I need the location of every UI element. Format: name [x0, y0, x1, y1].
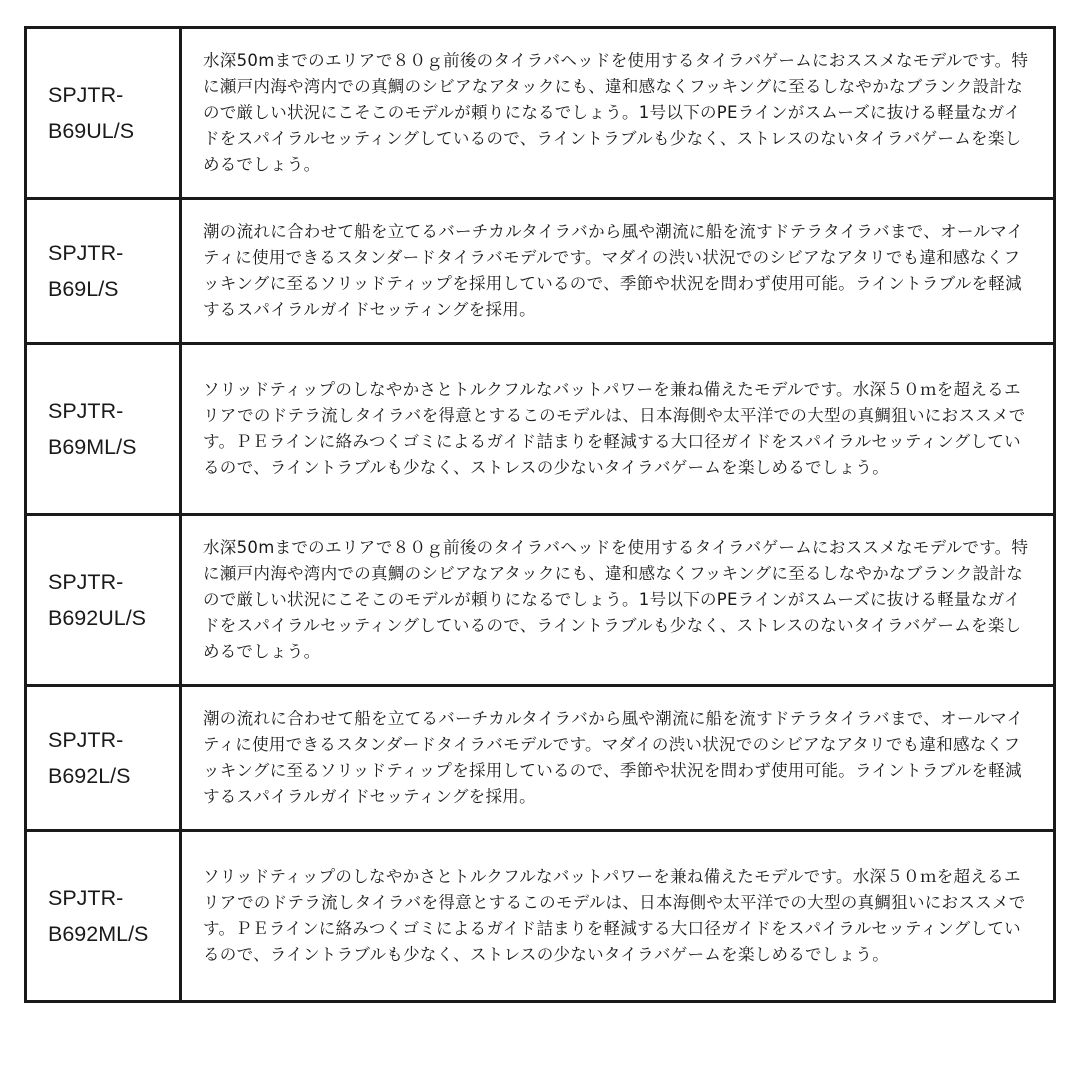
model-description: 水深50mまでのエリアで８０ｇ前後のタイラバヘッドを使用するタイラバゲームにおススメなモデルです。特に瀬戸内海や湾内での真鯛のシビアなアタックにも、違和感なくフッキングに至るしなやかなブランク設計なので厳しい状況にこそこのモデルが頼りになるでしょう。1号以下のPEラインがスムーズに抜ける軽量なガイドをスパイラルセッティングしているので、ライントラブルも少なく、ストレスのないタイラバゲームを楽しめるでしょう。	[181, 515, 1055, 686]
model-name-line2: B692UL/S	[48, 606, 147, 630]
table-row	[26, 344, 1055, 515]
model-name-line1: SPJTR-	[48, 570, 124, 594]
model-name-cell	[26, 831, 181, 1002]
table-row	[26, 831, 1055, 1002]
product-spec-table	[24, 26, 1056, 1003]
model-name-line2: B69L/S	[48, 277, 119, 301]
table-row	[26, 199, 1055, 344]
model-name-cell	[26, 686, 181, 831]
table-row	[26, 515, 1055, 686]
model-name-cell	[26, 28, 181, 199]
table-row	[26, 686, 1055, 831]
model-description: ソリッドティップのしなやかさとトルクフルなバットパワーを兼ね備えたモデルです。水深５０ｍを超えるエリアでのドテラ流しタイラバを得意とするこのモデルは、日本海側や太平洋での大型の真鯛狙いにおススメです。ＰＥラインに絡みつくゴミによるガイド詰まりを軽減する大口径ガイドをスパイラルセッティングしているので、ライントラブルも少なく、ストレスの少ないタイラバゲームを楽しめるでしょう。	[181, 344, 1055, 515]
model-name-line2: B69UL/S	[48, 119, 135, 143]
model-name-cell	[26, 515, 181, 686]
model-name-line2: B69ML/S	[48, 435, 137, 459]
model-description: 水深50mまでのエリアで８０ｇ前後のタイラバヘッドを使用するタイラバゲームにおススメなモデルです。特に瀬戸内海や湾内での真鯛のシビアなアタックにも、違和感なくフッキングに至るしなやかなブランク設計なので厳しい状況にこそこのモデルが頼りになるでしょう。1号以下のPEラインがスムーズに抜ける軽量なガイドをスパイラルセッティングしているので、ライントラブルも少なく、ストレスのないタイラバゲームを楽しめるでしょう。	[181, 28, 1055, 199]
model-name-line1: SPJTR-	[48, 241, 124, 265]
model-name-cell	[26, 344, 181, 515]
model-name-line2: B692ML/S	[48, 922, 149, 946]
model-name-line1: SPJTR-	[48, 886, 124, 910]
model-description: 潮の流れに合わせて船を立てるバーチカルタイラバから風や潮流に船を流すドテラタイラバまで、オールマイティに使用できるスタンダードタイラバモデルです。マダイの渋い状況でのシビアなアタリでも違和感なくフッキングに至るソリッドティップを採用しているので、季節や状況を問わず使用可能。ライントラブルを軽減するスパイラルガイドセッティングを採用。	[181, 686, 1055, 831]
table-row	[26, 28, 1055, 199]
model-name-line2: B692L/S	[48, 764, 131, 788]
model-description: ソリッドティップのしなやかさとトルクフルなバットパワーを兼ね備えたモデルです。水深５０ｍを超えるエリアでのドテラ流しタイラバを得意とするこのモデルは、日本海側や太平洋での大型の真鯛狙いにおススメです。ＰＥラインに絡みつくゴミによるガイド詰まりを軽減する大口径ガイドをスパイラルセッティングしているので、ライントラブルも少なく、ストレスの少ないタイラバゲームを楽しめるでしょう。	[181, 831, 1055, 1002]
model-description: 潮の流れに合わせて船を立てるバーチカルタイラバから風や潮流に船を流すドテラタイラバまで、オールマイティに使用できるスタンダードタイラバモデルです。マダイの渋い状況でのシビアなアタリでも違和感なくフッキングに至るソリッドティップを採用しているので、季節や状況を問わず使用可能。ライントラブルを軽減するスパイラルガイドセッティングを採用。	[181, 199, 1055, 344]
model-name-line1: SPJTR-	[48, 399, 124, 423]
model-name-line1: SPJTR-	[48, 83, 124, 107]
model-name-line1: SPJTR-	[48, 728, 124, 752]
model-name-cell	[26, 199, 181, 344]
